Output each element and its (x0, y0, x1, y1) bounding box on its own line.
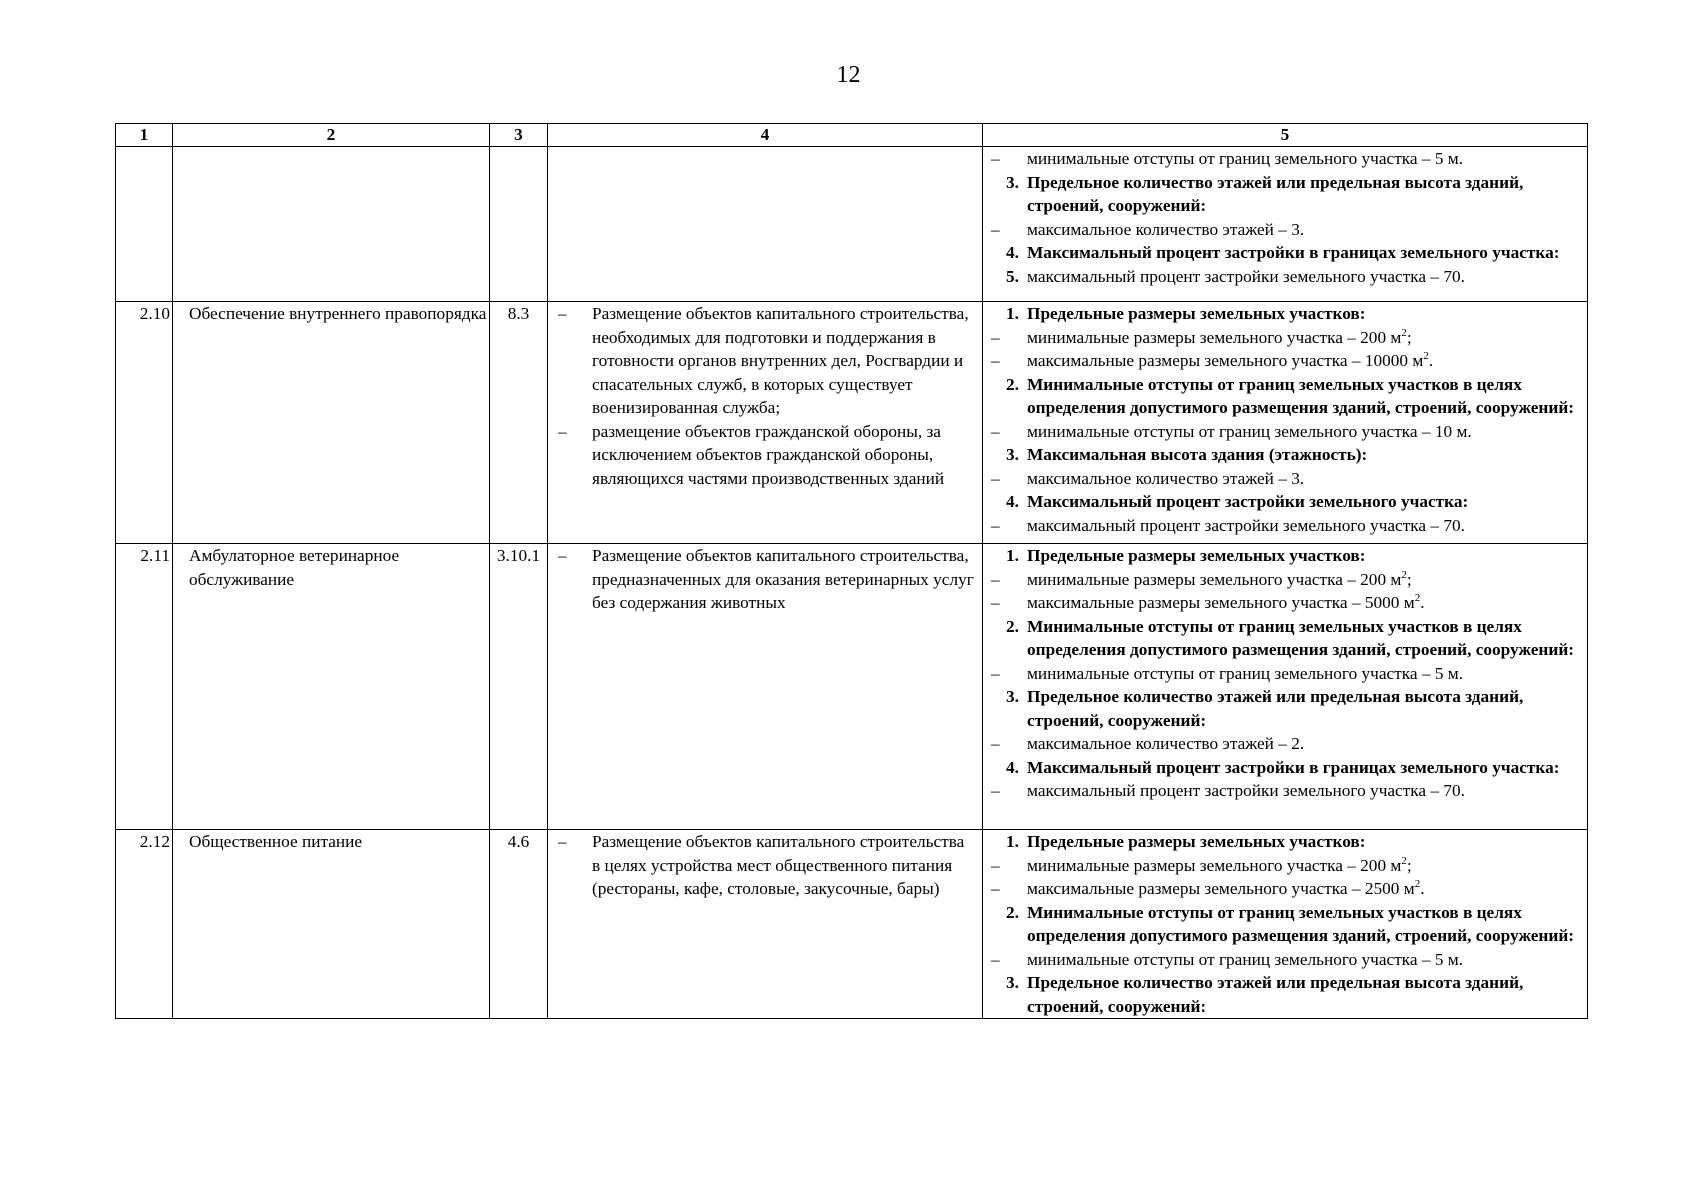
parameter-heading (983, 443, 1579, 467)
parameter-text-main: Максимальный процент застройки в границах земельного участка: (1027, 243, 1560, 262)
parameter-text (1027, 591, 1579, 615)
parameter-text-main: Минимальные отступы от границ земельных участков в целях определения допустимого размещения зданий, строений, сооружений: (1027, 902, 1575, 945)
col-header-4: 4 (548, 124, 983, 147)
dash-marker: – (558, 304, 567, 323)
parameter-text-main: Предельное количество этажей или предельная высота зданий, строений, сооружений: (1027, 687, 1524, 730)
dash-marker: – (991, 515, 1000, 535)
parameter-item (983, 218, 1579, 242)
parameter-text (1027, 171, 1579, 218)
item-number: 3. (1006, 687, 1019, 706)
parameter-text-main: Предельное количество этажей или предельная высота зданий, строений, сооружений: (1027, 973, 1524, 1016)
parameter-text (1027, 948, 1579, 972)
parameter-item (983, 514, 1579, 538)
parameter-text (1027, 901, 1579, 948)
description-item (548, 420, 976, 491)
parameter-text-main: максимальный процент застройки земельного участка – 70. (1027, 266, 1465, 286)
parameter-text (1027, 615, 1579, 662)
description-text: Размещение объектов капитального строительства, необходимых для подготовки и поддержания в готовности органов внутренних дел, Росгвардии и спасательных служб, в которых существует военизированная служба; (592, 304, 969, 417)
parameter-text (1027, 326, 1579, 350)
description-text: размещение объектов гражданской обороны, за исключением объектов гражданской обороны, являющихся частями производственных зданий (592, 421, 945, 488)
parameter-text-tail: ; (1406, 327, 1412, 347)
parameter-text-tail: ; (1406, 855, 1412, 875)
dash-marker: – (991, 219, 1000, 239)
item-number: 2. (1006, 374, 1019, 394)
parameter-text (1027, 420, 1579, 444)
use-description (548, 830, 983, 1019)
parameter-text-main: минимальные отступы от границ земельного участка – 5 м. (1027, 149, 1464, 168)
parameter-text-main: минимальные размеры земельного участка – 200 м (1027, 569, 1402, 589)
parameter-text (1027, 830, 1579, 854)
item-number: 4. (1006, 492, 1019, 511)
unit-superscript: 2 (1414, 878, 1421, 891)
unit-superscript: 2 (1401, 568, 1407, 581)
dash-marker: – (991, 569, 1000, 589)
parameter-text-main: минимальные размеры земельного участка – 200 м (1027, 327, 1402, 347)
parameter-text-tail: . (1420, 593, 1425, 612)
dash-marker: – (558, 421, 567, 441)
dash-marker: – (991, 351, 1000, 370)
parameters-cell (983, 147, 1588, 302)
parameter-text-main: максимальные размеры земельного участка – 2500 м (1027, 879, 1415, 898)
parameter-text (1027, 971, 1579, 1018)
parameter-heading (983, 615, 1579, 662)
parameter-text-main: Минимальные отступы от границ земельных участков в целях определения допустимого размещения зданий, строений, сооружений: (1027, 374, 1575, 417)
parameter-heading (983, 373, 1579, 420)
item-number: 3. (1006, 172, 1019, 192)
row-number: 2.12 (116, 830, 173, 1019)
item-number: 3. (1006, 445, 1019, 464)
col-header-2: 2 (173, 124, 490, 147)
parameter-heading (983, 756, 1579, 780)
parameter-text-main: минимальные размеры земельного участка – 200 м (1027, 855, 1402, 875)
parameter-heading (983, 971, 1579, 1018)
parameter-text (1027, 218, 1579, 242)
use-name: Обеспечение внутреннего правопорядка (173, 302, 490, 544)
parameter-text (1027, 779, 1579, 803)
dash-marker: – (991, 468, 1000, 488)
unit-superscript: 2 (1401, 854, 1407, 867)
parameter-text-main: Предельные размеры земельных участков: (1027, 546, 1366, 565)
unit-superscript: 2 (1423, 350, 1429, 363)
parameter-text-main: Максимальный процент застройки в границах земельного участка: (1027, 757, 1560, 777)
row-number (116, 147, 173, 302)
parameter-text (1027, 265, 1579, 289)
page-number: 12 (836, 62, 861, 88)
parameter-item (983, 732, 1579, 756)
table-row (116, 302, 1588, 544)
item-number: 1. (1006, 546, 1019, 565)
use-name: Амбулаторное ветеринарное обслуживание (173, 544, 490, 830)
parameter-heading (983, 302, 1579, 326)
item-number: 2. (1006, 902, 1019, 922)
parameter-item (983, 349, 1579, 373)
parameter-item (983, 467, 1579, 491)
parameter-text (1027, 662, 1579, 686)
dash-marker: – (991, 949, 1000, 969)
parameter-text (1027, 877, 1579, 901)
parameter-text-main: максимальные размеры земельного участка – 10000 м (1027, 351, 1424, 370)
dash-marker: – (991, 149, 1000, 168)
parameter-text-main: Максимальный процент застройки земельного участка: (1027, 492, 1469, 511)
parameter-text-tail: . (1428, 351, 1434, 370)
parameter-heading (983, 241, 1579, 265)
parameter-heading (983, 490, 1579, 514)
parameter-text-main: максимальные размеры земельного участка – 5000 м (1027, 593, 1415, 612)
use-code (490, 147, 548, 302)
parameter-text (1027, 443, 1579, 467)
table-row (116, 544, 1588, 830)
parameter-text-main: минимальные отступы от границ земельного участка – 5 м. (1027, 663, 1464, 683)
use-description (548, 544, 983, 830)
parameter-heading (983, 685, 1579, 732)
parameter-text-main: максимальный процент застройки земельного участка – 70. (1027, 781, 1465, 800)
use-code: 4.6 (490, 830, 548, 1019)
description-text: Размещение объектов капитального строительства, предназначенных для оказания ветеринарных услуг без содержания животных (592, 546, 974, 612)
parameter-text (1027, 241, 1579, 265)
col-header-1: 1 (116, 124, 173, 147)
header-row (116, 124, 1588, 147)
parameter-item (983, 265, 1579, 289)
parameter-item (983, 568, 1579, 592)
parameter-text (1027, 732, 1579, 756)
description-item (548, 830, 976, 901)
parameter-text-main: Предельные размеры земельных участков: (1027, 832, 1366, 851)
dash-marker: – (991, 855, 1000, 875)
parameter-text-main: Максимальная высота здания (этажность): (1027, 445, 1368, 464)
dash-marker: – (991, 734, 1000, 753)
parameter-text-main: максимальное количество этажей – 3. (1027, 219, 1305, 239)
parameter-text (1027, 854, 1579, 878)
parameter-item (983, 877, 1579, 901)
dash-marker: – (991, 593, 1000, 612)
item-number: 3. (1006, 973, 1019, 992)
parameter-text (1027, 514, 1579, 538)
use-description (548, 302, 983, 544)
dash-marker: – (558, 546, 567, 565)
parameter-text-main: Предельное количество этажей или предельная высота зданий, строений, сооружений: (1027, 172, 1524, 215)
parameter-heading (983, 901, 1579, 948)
parameter-text-main: минимальные отступы от границ земельного участка – 5 м. (1027, 949, 1464, 969)
dash-marker: – (991, 421, 1000, 441)
row-number: 2.11 (116, 544, 173, 830)
parameter-text-main: Минимальные отступы от границ земельных участков в целях определения допустимого размещения зданий, строений, сооружений: (1027, 616, 1575, 659)
parameter-heading (983, 830, 1579, 854)
parameter-text-tail: ; (1406, 569, 1412, 589)
parameter-text (1027, 302, 1579, 326)
parameter-item (983, 147, 1579, 171)
parameter-text (1027, 373, 1579, 420)
parameter-text-main: максимальное количество этажей – 2. (1027, 734, 1305, 753)
zoning-table (115, 123, 1588, 1019)
parameter-item (983, 948, 1579, 972)
description-item (548, 544, 976, 615)
parameter-text-main: максимальное количество этажей – 3. (1027, 468, 1305, 488)
parameter-item (983, 662, 1579, 686)
col-header-3: 3 (490, 124, 548, 147)
item-number: 5. (1006, 266, 1019, 286)
parameter-text-main: минимальные отступы от границ земельного участка – 10 м. (1027, 421, 1472, 441)
parameter-text (1027, 147, 1579, 171)
parameter-heading (983, 544, 1579, 568)
parameters-cell (983, 302, 1588, 544)
parameter-text (1027, 568, 1579, 592)
use-name: Общественное питание (173, 830, 490, 1019)
row-number: 2.10 (116, 302, 173, 544)
parameter-text-main: максимальный процент застройки земельного участка – 70. (1027, 515, 1465, 535)
parameter-text-tail: . (1420, 879, 1425, 898)
description-text: Размещение объектов капитального строительства в целях устройства мест общественного питания (рестораны, кафе, столовые, закусочные, бары) (592, 832, 965, 898)
dash-marker: – (991, 879, 1000, 898)
dash-marker: – (991, 781, 1000, 800)
item-number: 4. (1006, 757, 1019, 777)
parameter-item (983, 779, 1579, 803)
dash-marker: – (991, 663, 1000, 683)
table-row (116, 147, 1588, 302)
parameter-text-main: Предельные размеры земельных участков: (1027, 304, 1366, 323)
item-number: 1. (1006, 304, 1019, 323)
dash-marker: – (991, 327, 1000, 347)
parameter-text (1027, 490, 1579, 514)
use-description (548, 147, 983, 302)
item-number: 4. (1006, 243, 1019, 262)
parameter-text (1027, 685, 1579, 732)
parameter-text (1027, 544, 1579, 568)
item-number: 1. (1006, 832, 1019, 851)
unit-superscript: 2 (1401, 326, 1407, 339)
parameters-cell (983, 544, 1588, 830)
parameter-item (983, 326, 1579, 350)
unit-superscript: 2 (1414, 592, 1421, 605)
use-name (173, 147, 490, 302)
parameter-text (1027, 756, 1579, 780)
col-header-5: 5 (983, 124, 1588, 147)
use-code: 3.10.1 (490, 544, 548, 830)
parameter-text (1027, 467, 1579, 491)
description-item (548, 302, 976, 420)
table-row (116, 830, 1588, 1019)
parameter-item (983, 854, 1579, 878)
parameter-item (983, 420, 1579, 444)
parameter-item (983, 591, 1579, 615)
parameter-text (1027, 349, 1579, 373)
parameter-heading (983, 171, 1579, 218)
item-number: 2. (1006, 616, 1019, 636)
dash-marker: – (558, 832, 567, 851)
parameters-cell (983, 830, 1588, 1019)
use-code: 8.3 (490, 302, 548, 544)
